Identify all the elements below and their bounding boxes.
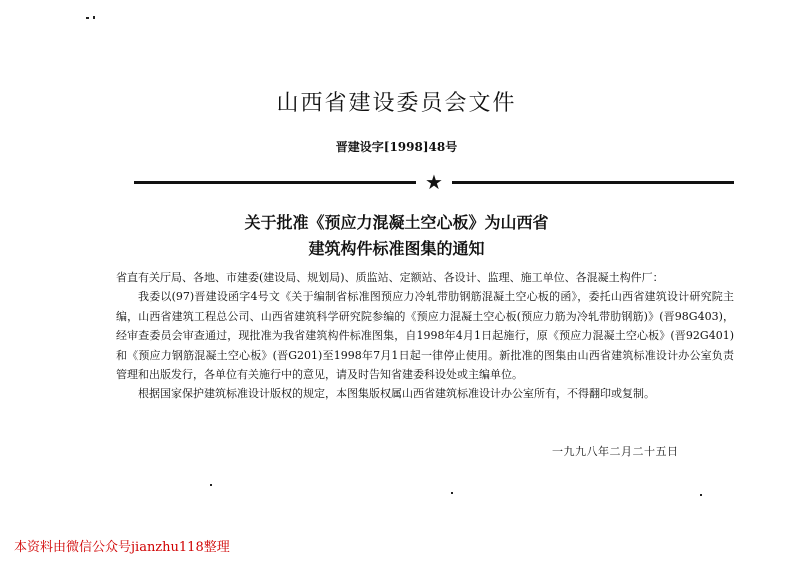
issue-date: 一九九八年二月二十五日 <box>552 445 679 458</box>
watermark-text: 本资料由微信公众号jianzhu118整理 <box>14 540 230 555</box>
notice-body <box>116 268 734 404</box>
body-paragraph: 根据国家保护建筑标准设计版权的规定，本图集版权属山西省建筑标准设计办公室所有，不得翻印或复制。 <box>138 387 655 401</box>
scan-speck <box>86 17 89 19</box>
document-header-title: 山西省建设委员会文件 <box>276 91 517 116</box>
scan-speck <box>210 484 212 486</box>
scan-speck <box>451 492 453 494</box>
star-icon: ★ <box>425 170 443 194</box>
divider-rule-left <box>134 181 416 184</box>
document-number: 晋建设字[1998]48号 <box>335 140 458 154</box>
scan-speck <box>700 494 702 496</box>
divider-rule-right <box>452 181 734 184</box>
notice-title-line2: 建筑构件标准图集的通知 <box>308 239 485 258</box>
body-paragraph: 我委以(97)晋建设函字4号文《关于编制省标准图预应力冷轧带肋钢筋混凝土空心板的函》，委托山西省建筑设计研究院主编，山西省建筑工程总公司、山西省建筑科学研究院参编的《预应力混凝土空心板(预应力筋为冷轧带肋钢筋)》(晋98G403)，经审查委员会审查通过，现批准为我省建筑构件标准图集，自1998年4月1日起施行，原《预应力混凝土空心板》(晋92G401)和《预应力钢筋混凝土空心板》(晋G201)至1998年7月1日起一律停止使用。新批准的图集由山西省建筑标准设计办公室负责管理和出版发行，各单位有关施行中的意见，请及时告知省建委科设处或主编单位。 <box>116 290 734 382</box>
scan-speck <box>93 16 95 19</box>
addressee: 省直有关厅局、各地、市建委(建设局、规划局)、质监站、定额站、各设计、监理、施工单位、各混凝土构件厂： <box>116 271 664 284</box>
notice-title-line1: 关于批准《预应力混凝土空心板》为山西省 <box>244 213 549 232</box>
